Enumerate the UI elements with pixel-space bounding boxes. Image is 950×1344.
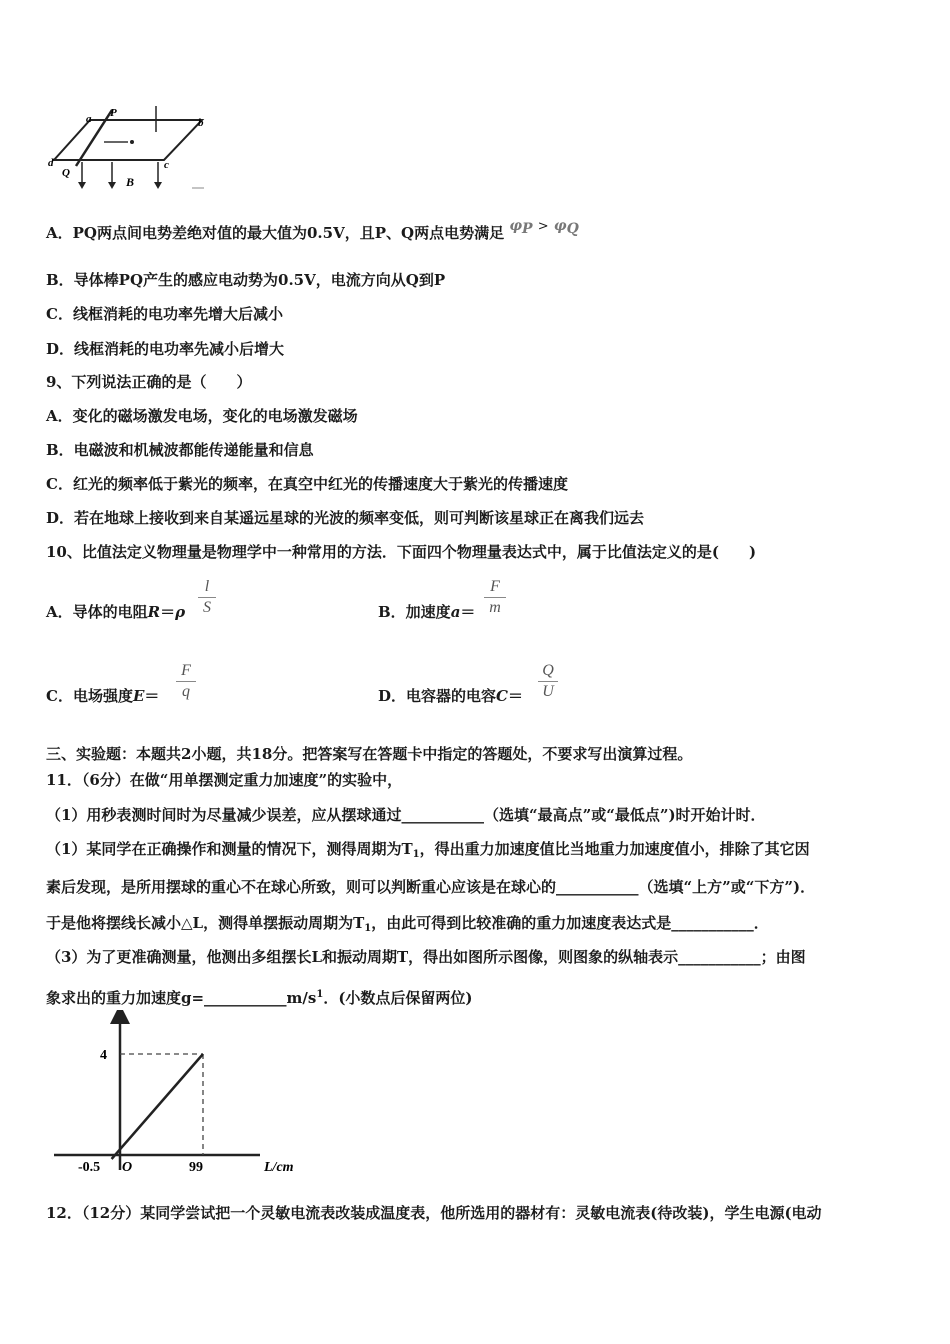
q9-option-d: D．若在地球上接收到来自某遥远星球的光波的频率变低，则可判断该星球正在离我们远去 bbox=[46, 509, 645, 527]
phi-p: φP > φQ bbox=[509, 218, 579, 237]
q11-part1: （1）用秒表测时间时为尽量减少误差，应从摆球通过___________（选填“最高点”或“最低点”)时开始计时． bbox=[46, 806, 766, 824]
field-arrowhead-1 bbox=[78, 182, 86, 189]
label-p: P bbox=[110, 107, 117, 119]
q10-b-fraction: F m bbox=[484, 578, 506, 617]
label-b: b bbox=[198, 117, 204, 129]
q11-part3-line1: （3）为了更准确测量，他测出多组摆长L和振动周期T，得出如图所示图像，则图象的纵轴表示___________；由图 bbox=[46, 948, 806, 966]
label-field-b: B bbox=[126, 175, 135, 189]
field-arrowhead-3 bbox=[154, 182, 162, 189]
q8-option-a-text: A．PQ两点间电势差绝对值的最大值为0.5V，且P、Q两点电势满足 bbox=[46, 224, 505, 242]
q10-c-fraction: F q bbox=[176, 662, 196, 701]
graph-chart bbox=[50, 1010, 310, 1180]
q10-stem: 10、比值法定义物理量是物理学中一种常用的方法．下面四个物理量表达式中，属于比值法定义的是( ) bbox=[46, 543, 757, 561]
q10-option-b: B．加速度a＝ bbox=[378, 603, 476, 621]
q8-option-b: B．导体棒PQ产生的感应电动势为0.5V，电流方向从Q到P bbox=[46, 271, 446, 289]
section3-header: 三、实验题：本题共2小题，共18分。把答案写在答题卡中指定的答题处，不要求写出演算过程。 bbox=[46, 745, 693, 763]
label-c: c bbox=[164, 159, 169, 171]
x-tick-99: 99 bbox=[189, 1160, 203, 1175]
label-d: d bbox=[48, 157, 54, 169]
q8-option-c: C．线框消耗的电功率先增大后减小 bbox=[46, 305, 283, 323]
q12-stem: 12．（12分）某同学尝试把一个灵敏电流表改装成温度表，他所选用的器材有：灵敏电流表(待改装)，学生电源(电动 bbox=[46, 1204, 822, 1222]
q8-option-d: D．线框消耗的电功率先减小后增大 bbox=[46, 340, 285, 358]
y-tick-4: 4 bbox=[100, 1048, 107, 1063]
q10-option-d: D．电容器的电容C＝ bbox=[378, 687, 523, 705]
q10-option-a: A．导体的电阻R＝ρ bbox=[46, 603, 186, 621]
series-line bbox=[112, 1054, 203, 1159]
q9-option-b: B．电磁波和机械波都能传递能量和信息 bbox=[46, 441, 314, 459]
field-arrowhead-2 bbox=[108, 182, 116, 189]
rod-pq bbox=[76, 110, 112, 166]
x-tick-neg: -0.5 bbox=[78, 1160, 101, 1175]
x-axis-label: L/cm bbox=[264, 1160, 294, 1175]
label-a: a bbox=[86, 113, 92, 125]
q9-option-c: C．红光的频率低于紫光的频率，在真空中红光的传播速度大于紫光的传播速度 bbox=[46, 475, 568, 493]
velocity-dot bbox=[130, 140, 134, 144]
q10-d-fraction: Q U bbox=[538, 662, 558, 701]
frame-outline bbox=[54, 120, 202, 160]
q11-stem: 11．（6分）在做“用单摆测定重力加速度”的实验中， bbox=[46, 771, 403, 789]
q11-part2-line1: （1）某同学在正确操作和测量的情况下，测得周期为$T_1$，得出重力加速度值比当地重力加速度值小，排除了其它因 bbox=[46, 840, 810, 860]
q11-part3-line2: 象求出的重力加速度$g=\_\_\_\_\_\_\_\_\_\_\_m/s^1$．(小数点后保留两位) bbox=[46, 989, 473, 1007]
frame-figure bbox=[46, 102, 226, 192]
x-tick-origin: O bbox=[122, 1160, 133, 1175]
q10-a-fraction: l S bbox=[198, 578, 216, 617]
q11-part2-line3: 于是他将摆线长减小△L，测得单摆振动周期为$T_1$，由此可得到比较准确的重力加速度表达式是___________． bbox=[46, 914, 769, 934]
q9-stem: 9、下列说法正确的是（ ） bbox=[46, 373, 252, 391]
q10-option-c: C．电场强度E＝ bbox=[46, 687, 160, 705]
label-q: Q bbox=[62, 167, 70, 179]
q9-option-a: A．变化的磁场激发电场，变化的电场激发磁场 bbox=[46, 407, 358, 425]
q11-part2-line2: 素后发现，是所用摆球的重心不在球心所致，则可以判断重心应该是在球心的___________（选填“上方”或“下方”)． bbox=[46, 878, 816, 896]
q8-option-a bbox=[46, 218, 579, 247]
